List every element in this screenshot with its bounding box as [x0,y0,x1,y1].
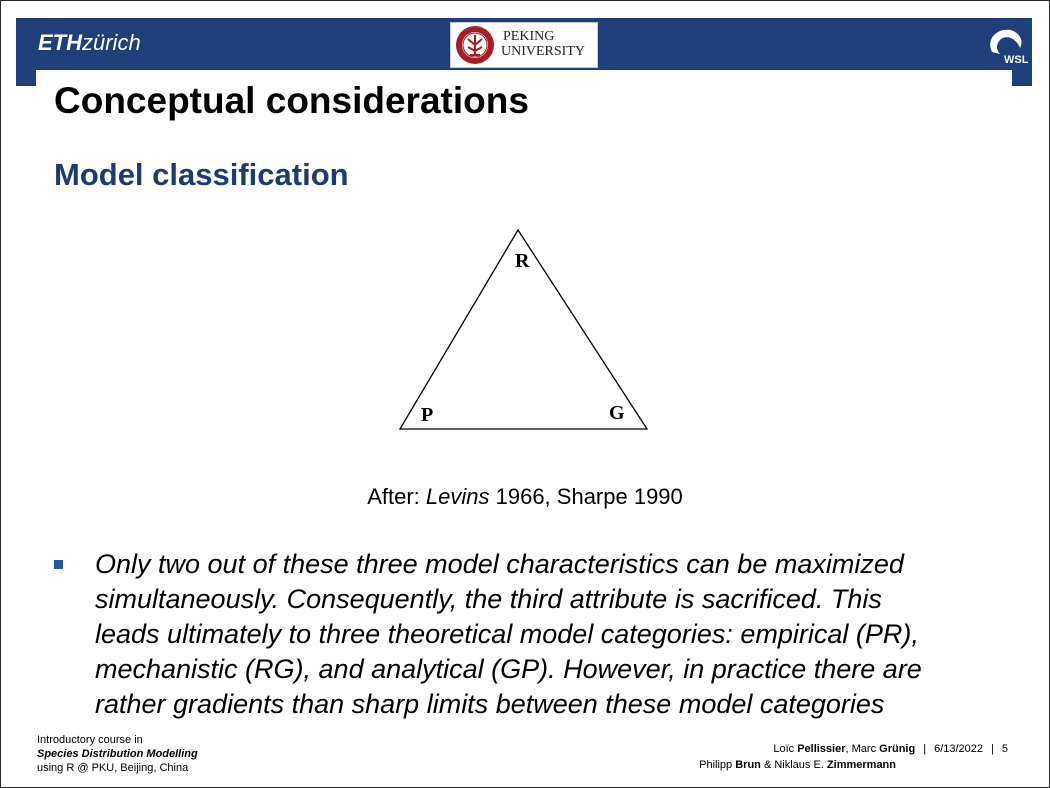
vertex-label-r: R [515,250,530,272]
author-first: & Niklaus E. [760,759,827,771]
author-last: Brun [735,759,761,771]
rpg-triangle-diagram [396,224,654,438]
bullet-line: leads ultimately to three theoretical model categories: empirical (PR), [95,619,919,649]
caption-prefix: After: [367,484,426,509]
footer-left-line2: Species Distribution Modelling [37,748,198,760]
caption-author-levins: Levins [425,484,490,509]
footer-separator: | [991,743,994,755]
eth-logo-zurich: zürich [82,30,141,55]
author-last: Grünig [879,743,916,755]
slide-title: Conceptual considerations [54,80,529,121]
eth-logo-bold: ETH [38,30,82,55]
bullet-line: Only two out of these three model characteristics can be maximized [95,549,904,579]
footer-left-line1: Introductory course in [37,734,143,746]
author-first: Philipp [699,759,736,771]
footer-authors [699,741,1008,773]
author-last: Zimmermann [826,759,896,771]
page-number: 5 [1001,743,1008,755]
eth-zurich-logo [38,30,141,56]
peking-university-logo [450,22,598,68]
pku-wordmark [501,29,585,59]
slide-subtitle: Model classification [54,157,349,192]
pku-seal-icon [455,25,495,65]
pku-line2: UNIVERSITY [501,44,585,59]
pku-line1: PEKING [503,29,555,44]
footer-right-line1 [699,741,1008,757]
footer-left-line3: using R @ PKU, Beijing, China [37,762,189,774]
caption-rest: 1966, Sharpe 1990 [489,484,683,509]
header-notch-left [16,70,36,86]
author-first: , Marc [845,743,880,755]
svg-text:WSL: WSL [1004,54,1028,66]
footer-separator: | [923,743,927,755]
bullet-paragraph [95,547,1015,722]
header-notch-right [1012,70,1032,86]
author-last: Pellissier [797,743,846,755]
footer-date: 6/13/2022 [934,743,984,755]
diagram-caption [0,484,1050,510]
bullet-line: simultaneously. Consequently, the third attribute is sacrificed. This [95,584,882,614]
footer-course-info [37,733,198,775]
bullet-line: rather gradients than sharp limits between these model categories [95,689,885,719]
bullet-line: mechanistic (RG), and analytical (GP). However, in practice there are [95,654,922,684]
author-first: Loïc [773,743,798,755]
bullet-square-icon [54,560,63,569]
vertex-label-p: P [421,404,434,426]
vertex-label-g: G [609,402,625,424]
footer-right-line2 [699,757,1008,773]
header-bar [16,18,1032,70]
wsl-logo-icon [982,22,1028,68]
